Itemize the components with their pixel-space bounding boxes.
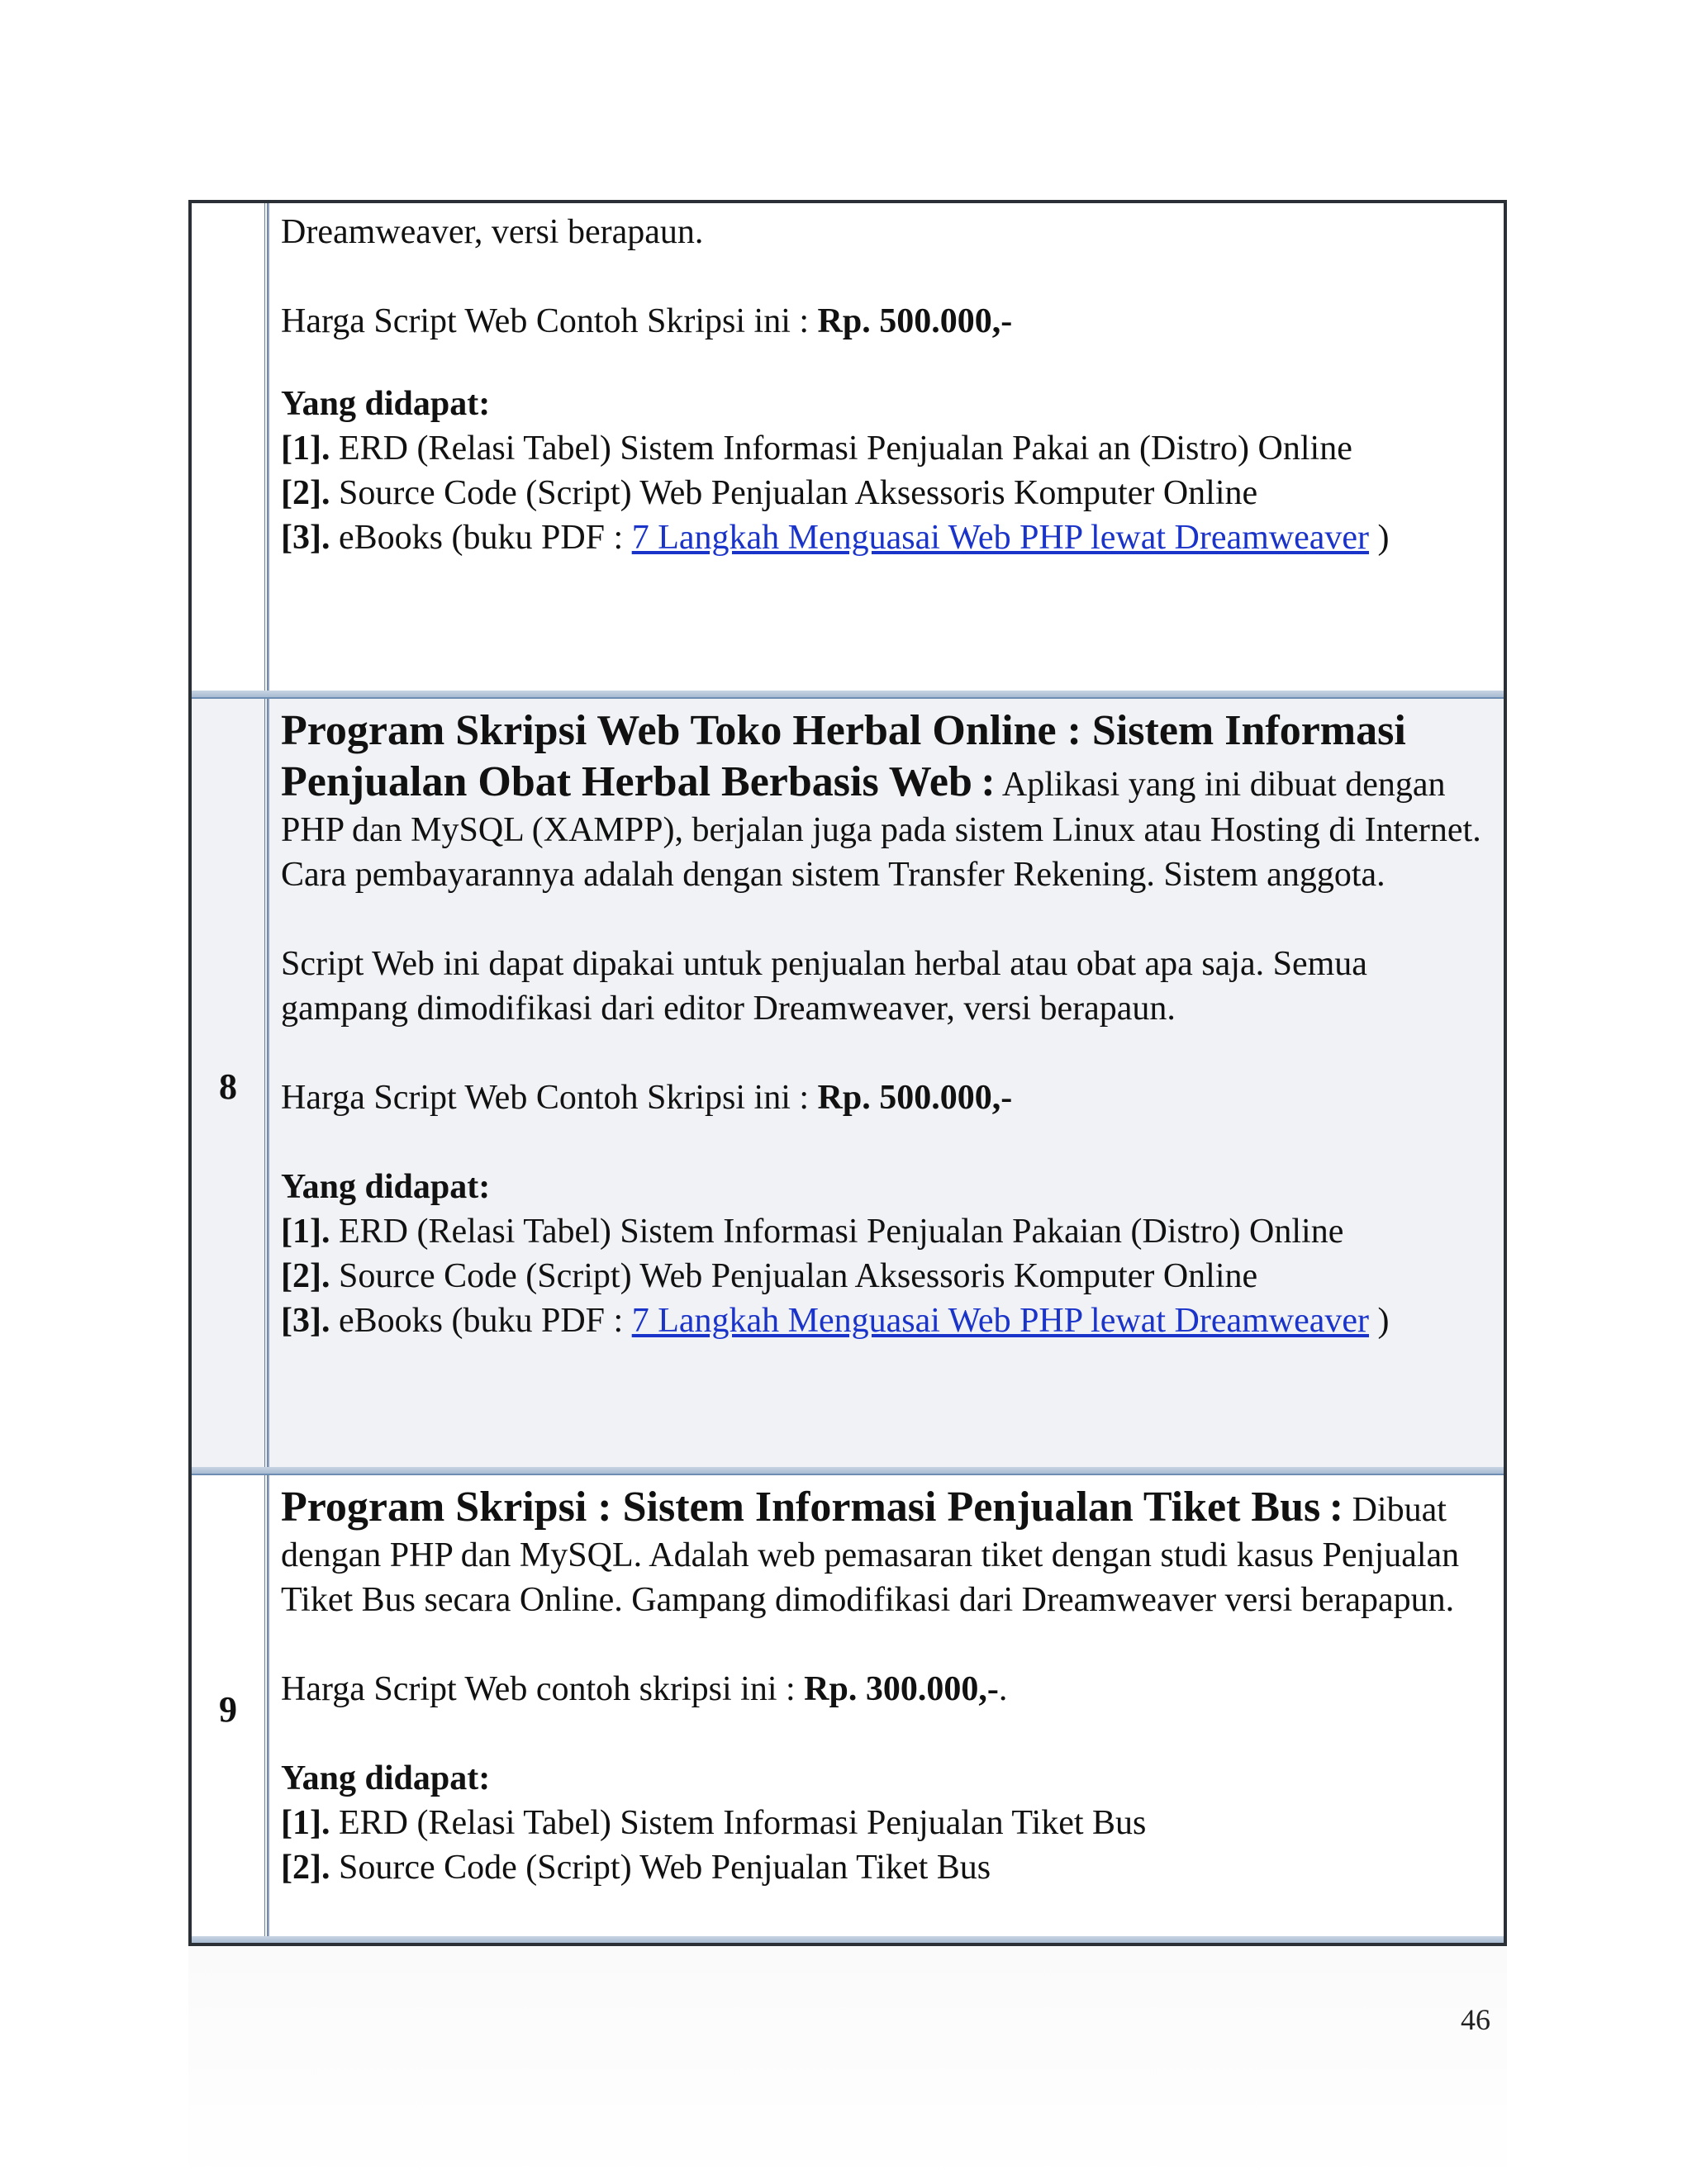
title-separator: : <box>1328 1484 1344 1531</box>
item-number: [3]. <box>281 519 330 557</box>
price-label: Harga Script Web Contoh Skripsi ini : <box>281 1079 810 1117</box>
product-title: Program Skripsi Web Toko Herbal Online : Sistem Informasi Penjualan Obat Herbal Berbasis Web <box>281 707 1406 805</box>
product-heading <box>281 705 1490 897</box>
item-text: Source Code (Script) Web Penjualan Aksessoris Komputer Online <box>338 1257 1258 1295</box>
list-item <box>281 1801 1490 1845</box>
ebook-link[interactable]: 7 Langkah Menguasai Web PHP lewat Dreamweaver <box>631 519 1370 557</box>
product-title: Program Skripsi : Sistem Informasi Penjualan Tiket Bus <box>281 1484 1321 1531</box>
item-number: [1]. <box>281 1804 330 1842</box>
product-table <box>188 200 1507 1946</box>
title-separator: : <box>981 758 996 805</box>
item-text: ERD (Relasi Tabel) Sistem Informasi Penjualan Pakaian (Distro) Online <box>338 1213 1344 1251</box>
page-bottom-shade <box>188 1944 1507 2184</box>
list-item <box>281 1254 1490 1299</box>
price-value: Rp. 300.000,- <box>804 1670 999 1708</box>
item-text: eBooks (buku PDF : <box>338 519 624 557</box>
table-row <box>192 1475 1504 1943</box>
intro-text: Dreamweaver, versi berapaun. <box>281 213 704 251</box>
list-item <box>281 1209 1490 1254</box>
price-after: . <box>998 1670 1008 1708</box>
item-number: [2]. <box>281 1257 330 1295</box>
price-line <box>281 1667 1490 1712</box>
got-label: Yang didapat: <box>281 385 491 423</box>
row-content-cell <box>268 1475 1504 1943</box>
price-label: Harga Script Web contoh skripsi ini : <box>281 1670 796 1708</box>
list-item <box>281 1845 1490 1890</box>
item-number: [2]. <box>281 1849 330 1887</box>
list-item <box>281 515 1490 560</box>
item-number: [1]. <box>281 1213 330 1251</box>
item-text: Source Code (Script) Web Penjualan Tiket Bus <box>338 1849 991 1887</box>
product-heading <box>281 1482 1490 1622</box>
row-content-cell <box>268 699 1504 1474</box>
row-number-cell <box>192 203 268 697</box>
price-value: Rp. 500.000,- <box>817 1079 1013 1117</box>
item-after: ) <box>1377 1302 1390 1340</box>
item-number: [2]. <box>281 474 330 512</box>
item-number: [3]. <box>281 1302 330 1340</box>
item-text: ERD (Relasi Tabel) Sistem Informasi Penjualan Pakai an (Distro) Online <box>338 430 1352 468</box>
row-number-cell: 9 <box>192 1475 268 1943</box>
product-description-extra: Script Web ini dapat dipakai untuk penjualan herbal atau obat apa saja. Semua gampang dimodifikasi dari editor Dreamweaver, versi berapaun. <box>281 945 1367 1028</box>
table-row <box>192 203 1504 699</box>
product-description: Dibuat dengan PHP dan MySQL. Adalah web pemasaran tiket dengan studi kasus Penjualan Tiket Bus secara Online. Gampang dimodifikasi dari Dreamweaver versi berapapun. <box>281 1491 1460 1619</box>
item-after: ) <box>1377 519 1390 557</box>
item-text: Source Code (Script) Web Penjualan Aksessoris Komputer Online <box>338 474 1258 512</box>
price-line <box>281 299 1490 344</box>
list-item <box>281 471 1490 515</box>
item-number: [1]. <box>281 430 330 468</box>
price-line <box>281 1075 1490 1120</box>
got-label: Yang didapat: <box>281 1759 491 1797</box>
got-label: Yang didapat: <box>281 1168 491 1206</box>
price-label: Harga Script Web Contoh Skripsi ini : <box>281 302 810 340</box>
list-item <box>281 426 1490 471</box>
item-text: ERD (Relasi Tabel) Sistem Informasi Penjualan Tiket Bus <box>338 1804 1147 1842</box>
row-number-cell: 8 <box>192 699 268 1474</box>
product-description: Aplikasi yang ini dibuat dengan PHP dan MySQL (XAMPP), berjalan juga pada sistem Linux atau Hosting di Internet. Cara pembayarannya adalah dengan sistem Transfer Rekening. Sistem anggota. <box>281 766 1481 894</box>
item-text: eBooks (buku PDF : <box>338 1302 624 1340</box>
table-row <box>192 699 1504 1475</box>
list-item <box>281 1299 1490 1343</box>
row-content-cell <box>268 203 1504 697</box>
price-value: Rp. 500.000,- <box>817 302 1013 340</box>
ebook-link[interactable]: 7 Langkah Menguasai Web PHP lewat Dreamweaver <box>631 1302 1370 1340</box>
page-number: 46 <box>1461 2003 1490 2036</box>
